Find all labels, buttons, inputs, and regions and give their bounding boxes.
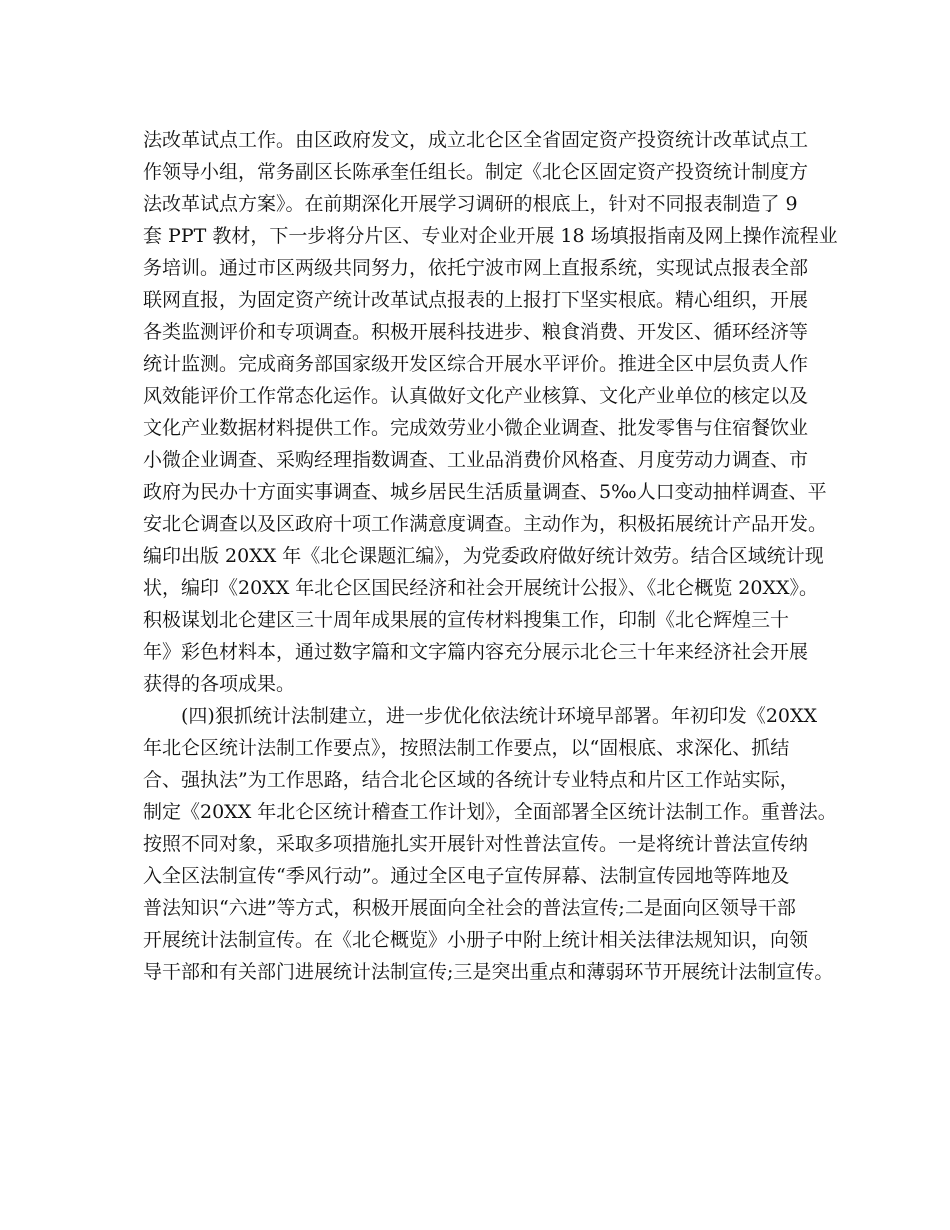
text-line: 法改革试点工作。由区政府发文，成立北仑区全省固定资产投资统计改革试点工 [143, 129, 809, 151]
document-body [143, 124, 838, 988]
paragraph-start-line: (四)狠抓统计法制建立，进一步优化依法统计环境早部署。年初印发《20XX [181, 705, 818, 727]
text-line: 编印出版 20XX 年《北仑课题汇编》，为党委政府做好统计效劳。结合区域统计现 [143, 545, 824, 567]
text-line: 合、强执法”为工作思路，结合北仑区域的各统计专业特点和片区工作站实际， [143, 769, 799, 791]
text-line: 积极谋划北仑建区三十周年成果展的宣传材料搜集工作，印制《北仑辉煌三十 [143, 609, 790, 631]
text-line: 务培训。通过市区两级共同努力，依托宁波市网上直报系统，实现试点报表全部 [143, 257, 809, 279]
text-line: 安北仑调查以及区政府十项工作满意度调查。主动作为，积极拓展统计产品开发。 [143, 513, 828, 535]
text-line: 入全区法制宣传“季风行动”。通过全区电子宣传屏幕、法制宣传园地等阵地及 [143, 865, 790, 887]
text-line: 套 PPT 教材，下一步将分片区、专业对企业开展 18 场填报指南及网上操作流程业 [143, 225, 838, 247]
text-line: 文化产业数据材料提供工作。完成效劳业小微企业调查、批发零售与住宿餐饮业 [143, 417, 809, 439]
text-line: 小微企业调查、采购经理指数调查、工业品消费价风格查、月度劳动力调查、市 [143, 449, 809, 471]
text-line: 开展统计法制宣传。在《北仑概览》小册子中附上统计相关法律法规知识，向领 [143, 929, 809, 951]
text-line: 法改革试点方案》。在前期深化开展学习调研的根底上，针对不同报表制造了 9 [143, 193, 798, 215]
text-line: 统计监测。完成商务部国家级开发区综合开展水平评价。推进全区中层负责人作 [143, 353, 809, 375]
text-line: 风效能评价工作常态化运作。认真做好文化产业核算、文化产业单位的核定以及 [143, 385, 809, 407]
text-line: 各类监测评价和专项调查。积极开展科技进步、粮食消费、开发区、循环经济等 [143, 321, 809, 343]
text-line: 年》彩色材料本，通过数字篇和文字篇内容充分展示北仑三十年来经济社会开展 [143, 641, 809, 663]
text-line: 按照不同对象，采取多项措施扎实开展针对性普法宣传。一是将统计普法宣传纳 [143, 833, 809, 855]
text-line: 作领导小组，常务副区长陈承奎任组长。制定《北仑区固定资产投资统计制度方 [143, 161, 809, 183]
text-line: 联网直报，为固定资产统计改革试点报表的上报打下坚实根底。精心组织，开展 [143, 289, 809, 311]
text-line: 年北仑区统计法制工作要点》，按照法制工作要点，以“固根底、求深化、抓结 [143, 737, 790, 759]
text-line: 普法知识“六进”等方式，积极开展面向全社会的普法宣传;二是面向区领导干部 [143, 897, 796, 919]
text-line: 政府为民办十方面实事调查、城乡居民生活质量调查、5‰人口变动抽样调查、平 [143, 481, 827, 503]
text-line: 制定《20XX 年北仑区统计稽查工作计划》，全面部署全区统计法制工作。重普法。 [143, 801, 837, 823]
text-line: 获得的各项成果。 [143, 673, 296, 695]
text-line: 导干部和有关部门进展统计法制宣传;三是突出重点和薄弱环节开展统计法制宣传。 [143, 961, 834, 983]
text-line: 状，编印《20XX 年北仑区国民经济和社会开展统计公报》、《北仑概览 20XX》。 [143, 577, 819, 599]
